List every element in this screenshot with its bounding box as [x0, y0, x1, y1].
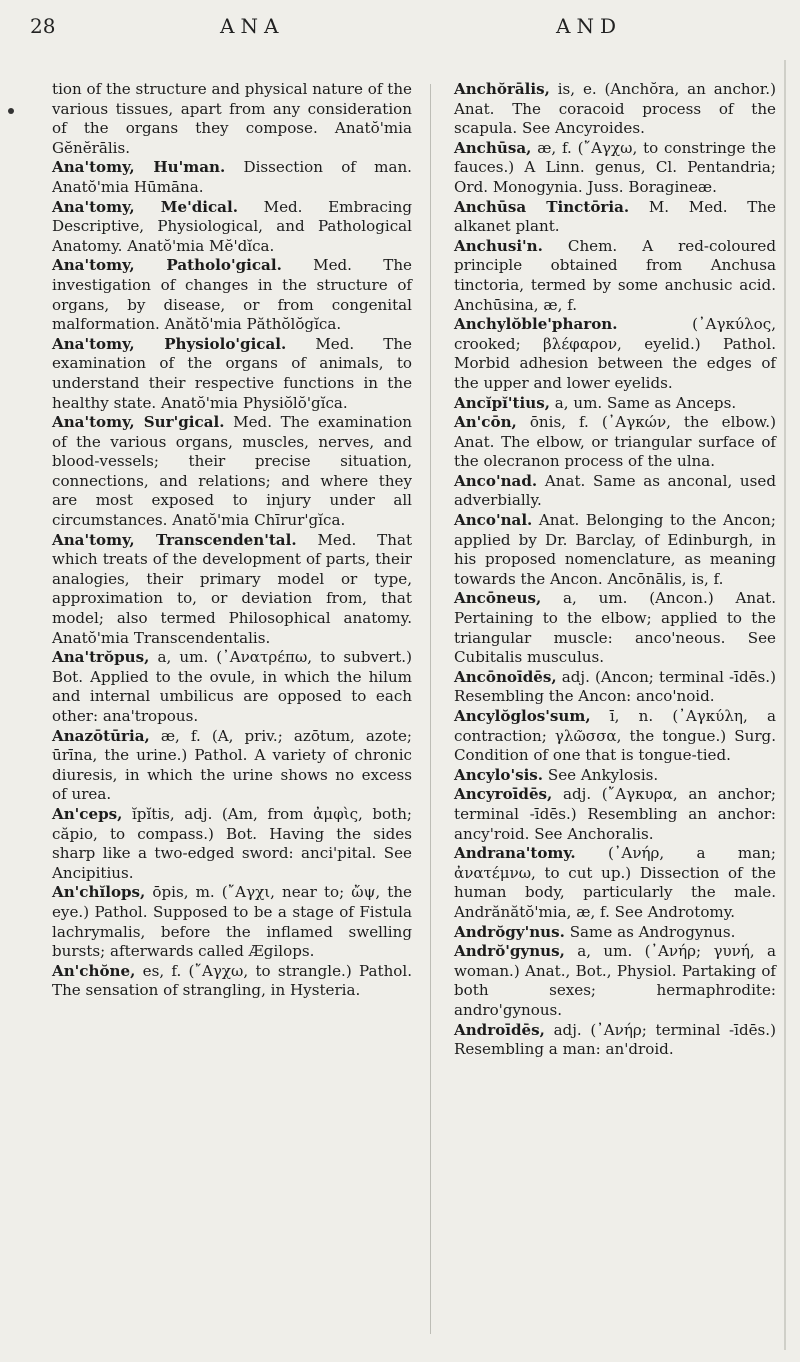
entry-text: Same as Androgynus. [569, 922, 736, 941]
entry-headword: Anchŏrālis, [454, 80, 550, 98]
dictionary-entry [52, 727, 412, 805]
entry-text: Anat. Same as anconal, used adverbially. [454, 471, 776, 510]
entry-headword: Andrana'tomy. [454, 844, 576, 863]
entry-headword: Androīdēs, [454, 1020, 545, 1039]
dictionary-entry [454, 589, 776, 667]
entry-text: is, e. (Anchŏra, an anchor.) Anat. The coracoid process of the scapula. See Ancyroides. [454, 80, 776, 138]
page-edge-shadow [784, 60, 786, 1350]
entry-headword: An'cōn, [454, 413, 517, 432]
dictionary-entry [454, 923, 776, 943]
entry-text: Med. The examination of the organs of animals, to understand their respective functions in the healthy state. Anatŏ'mia Physiŏlŏ'gĭca. [52, 334, 412, 412]
entry-headword: Anchūsa, [454, 138, 532, 157]
entry-text: æ, f. (A, priv.; azōtum, azote; ūrīna, the urine.) Pathol. A variety of chronic diuresis, in which the urine shows no excess of urea. [52, 726, 412, 804]
entry-text: Anat. Belonging to the Ancon; applied by Dr. Barclay, of Edinburgh, in his proposed nomenclature, as meaning towards the Ancon. Ancōnālis, is, f. [454, 511, 776, 588]
dictionary-entry [454, 80, 776, 139]
dictionary-entry [454, 785, 776, 844]
entry-text: adj. (᾿Ανήρ; terminal -īdēs.) Resembling a man: an'droid. [454, 1020, 776, 1059]
right-column [454, 80, 776, 1060]
dictionary-entry [52, 962, 412, 1001]
entry-headword: Andrŏ'gynus, [454, 942, 565, 961]
entry-text: ĭpĭtis, adj. (Am, from ἀμφὶς, both; căpio, to compass.) Bot. Having the sides sharp like a two-edged sword: anci'pital. See Ancipitius. [52, 804, 412, 882]
dictionary-entry [52, 648, 412, 726]
dictionary-entry [52, 158, 412, 197]
entry-headword: An'chĭlops, [52, 883, 146, 902]
dictionary-entry [454, 668, 776, 707]
entry-text: æ, f. (῎Αγχω, to constringe the fauces.) A Linn. genus, Cl. Pentandria; Ord. Monogynia. Juss. Boragineæ. [454, 138, 776, 196]
dictionary-entry [52, 413, 412, 531]
entry-text: tion of the structure and physical nature of the various tissues, apart from any consideration of the organs they compose. Anatŏ'mia Gĕnĕrālis. [52, 80, 412, 157]
entry-headword: Ancĭpĭ'tius, [454, 393, 550, 412]
dictionary-entry [52, 335, 412, 413]
dictionary-entry [454, 844, 776, 922]
entry-headword: Ancōnoīdēs, [454, 667, 557, 686]
entry-text: a, um. (᾿Ανήρ; γυνή, a woman.) Anat., Bot., Physiol. Partaking of both sexes; hermaphrodite: andro'gynous. [454, 942, 776, 1019]
entry-text: Med. That which treats of the development of parts, their analogies, their primary model or type, approximation to, or deviation from, that model; also termed Philosophical anatomy. Anatŏ'mia Transcendentalis. [52, 530, 413, 647]
entry-text: a, um. (Ancon.) Anat. Pertaining to the elbow; applied to the triangular muscle: anco'neous. See Cubitalis musculus. [454, 589, 776, 667]
margin-bullet [8, 108, 14, 114]
dictionary-entry [454, 394, 776, 414]
dictionary-entry [52, 883, 412, 961]
entry-headword: Ana'trŏpus, [52, 648, 150, 667]
dictionary-entry [454, 198, 776, 237]
dictionary-entry [454, 472, 776, 511]
entry-headword: Ancylo'sis. [454, 765, 544, 784]
entry-text: ī, n. (᾿Αγκύλη, a contraction; γλῶσσα, the tongue.) Surg. Condition of one that is tongue-tied. [454, 707, 776, 765]
entry-text: ōnis, f. (᾿Αγκών, the elbow.) Anat. The elbow, or triangular surface of the olecranon process of the ulna. [454, 413, 776, 471]
dictionary-entry [454, 942, 776, 1020]
entry-headword: Ancylŏglos'sum, [454, 707, 591, 725]
entry-text: adj. (῎Αγκυρα, an anchor; terminal -īdēs.) Resembling an anchor: ancy'roid. See Anchoralis. [454, 785, 776, 843]
entry-text: a, um. Same as Anceps. [554, 393, 737, 412]
entry-text: Med. The investigation of changes in the structure of organs, by disease, or from congenital malformation. Anătŏ'mia Păthŏlŏgĭca. [52, 256, 412, 334]
entry-headword: Ancyroīdēs, [454, 785, 553, 804]
column-rule [430, 84, 431, 1334]
entry-headword: Andrŏgy'nus. [454, 922, 565, 941]
page-number: 28 [30, 14, 56, 38]
entry-headword: Anco'nal. [454, 511, 533, 530]
entry-text: (᾿Αγκύλος, crooked; βλέφαρον, eyelid.) Pathol. Morbid adhesion between the edges of the upper and lower eyelids. [454, 315, 776, 392]
entry-text: Med. Embracing Descriptive, Physiological, and Pathological Anatomy. Anatŏ'mia Mĕ'dĭca. [52, 197, 412, 255]
entry-headword: Ancōneus, [454, 589, 542, 608]
entry-headword: Ana'tomy, Patholo'gical. [52, 256, 282, 275]
entry-text: See Ankylosis. [547, 765, 659, 784]
dictionary-entry [454, 315, 776, 393]
entry-headword: Anchūsa Tinctōria. [454, 197, 630, 216]
entry-text: M. Med. The alkanet plant. [454, 197, 776, 236]
entry-headword: Ana'tomy, Physiolo'gical. [52, 334, 287, 353]
entry-headword: Ana'tomy, Me'dical. [52, 197, 238, 216]
guide-word-right: AND [556, 14, 622, 38]
entry-headword: Anchusi'n. [454, 236, 543, 255]
entry-headword: Ana'tomy, Sur'gical. [52, 413, 225, 432]
entry-text: ōpis, m. (῎Αγχι, near to; ὤψ, the eye.) Pathol. Supposed to be a stage of Fistula lachrymalis, before the inflamed swelling bursts; afterwards called Ægilops. [52, 883, 412, 961]
entry-headword: Anco'nad. [454, 471, 538, 490]
entry-text: adj. (Ancon; terminal -īdēs.) Resembling the Ancon: anco'noid. [454, 667, 776, 706]
entry-headword: An'ceps, [52, 804, 123, 823]
left-column [52, 80, 412, 1001]
dictionary-entry [454, 511, 776, 589]
entry-text: Chem. A red-coloured principle obtained from Anchusa tinctoria, termed by some anchusic acid. Anchūsina, æ, f. [454, 236, 776, 314]
entry-text: Med. The examination of the various organs, muscles, nerves, and blood-vessels; their precise situation, connections, and relations; and where they are most exposed to injury under all circumstances. Anatŏ'mia Chīrur'gĭca. [52, 413, 413, 530]
dictionary-entry [454, 237, 776, 315]
entry-text: a, um. (᾿Ανατρέπω, to subvert.) Bot. Applied to the ovule, in which the hilum and internal umbilicus are opposed to each other: ana'tropous. [52, 648, 412, 725]
dictionary-entry [454, 413, 776, 472]
entry-headword: Ana'tomy, Hu'man. [52, 158, 226, 177]
dictionary-entry [454, 707, 776, 766]
guide-word-left: ANA [220, 14, 285, 38]
entry-headword: Anchylŏble'pharon. [454, 315, 618, 334]
entry-text: es, f. (῎Αγχω, to strangle.) Pathol. The sensation of strangling, in Hysteria. [52, 961, 412, 1000]
dictionary-entry [454, 766, 776, 786]
running-header [0, 10, 800, 50]
entry-text: Dissection of man. Anatŏ'mia Hūmāna. [52, 158, 412, 196]
dictionary-entry [454, 1021, 776, 1060]
dictionary-entry [454, 139, 776, 198]
dictionary-entry [52, 805, 412, 883]
dictionary-entry [52, 256, 412, 334]
entry-headword: Anazōtūria, [52, 726, 150, 745]
entry-text: (᾿Ανήρ, a man; ἀνατέμνω, to cut up.) Dissection of the human body, particularly the male. Andrănătŏ'mia, æ, f. See Androtomy. [454, 844, 776, 921]
entry-headword: An'chŏne, [52, 961, 136, 980]
dictionary-entry [52, 531, 412, 649]
dictionary-entry [52, 80, 412, 158]
dictionary-entry [52, 198, 412, 257]
entry-headword: Ana'tomy, Transcenden'tal. [52, 530, 297, 549]
